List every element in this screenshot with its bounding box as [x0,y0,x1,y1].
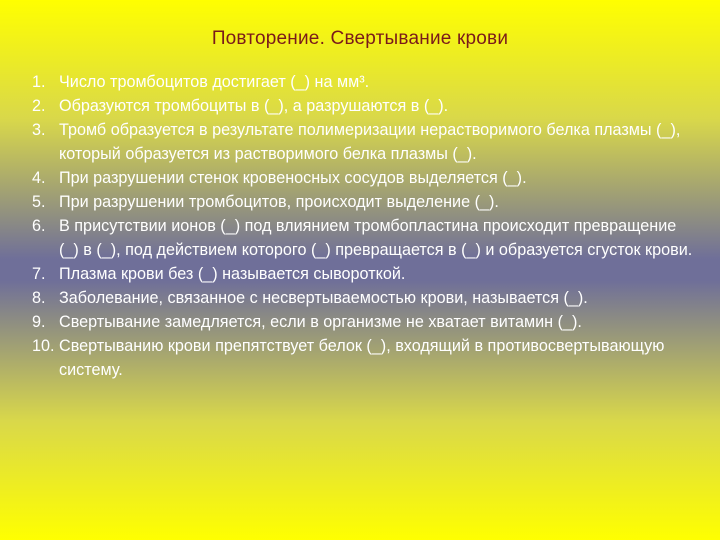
question-number: 10. [32,337,55,355]
question-item-6 [32,214,700,262]
question-item-2 [32,94,700,118]
question-text: Свертывание замедляется, если в организме не хватает витамин (_). [59,313,582,331]
question-item-3 [32,118,700,166]
question-number: 4. [32,169,46,187]
question-text: При разрушении стенок кровеносных сосудов выделяется (_). [59,169,527,187]
question-number: 5. [32,193,46,211]
question-text: Плазма крови без (_) называется сывороткой. [59,265,406,283]
question-text: Свертыванию крови препятствует белок (_), входящий в противосвертывающую систему. [59,337,665,379]
question-number: 2. [32,97,46,115]
question-number: 6. [32,217,46,235]
slide-title: Повторение. Свертывание крови [211,28,509,49]
question-number: 9. [32,313,46,331]
question-item-1 [32,70,700,94]
question-item-5 [32,190,700,214]
question-text: Число тромбоцитов достигает (_) на мм³. [59,73,370,91]
question-number: 3. [32,121,46,139]
question-item-10 [32,334,700,382]
question-text: Образуются тромбоциты в (_), а разрушаются в (_). [59,97,449,115]
question-item-7 [32,262,700,286]
question-item-4 [32,166,700,190]
question-item-8 [32,286,700,310]
question-text: При разрушении тромбоцитов, происходит выделение (_). [59,193,499,211]
question-number: 7. [32,265,46,283]
question-list [32,70,700,382]
question-number: 8. [32,289,46,307]
question-text: Заболевание, связанное с несвертываемостью крови, называется (_). [59,289,588,307]
question-text: Тромб образуется в результате полимеризации нерастворимого белка плазмы (_), который образуется из растворимого белка плазмы (_). [59,121,681,163]
question-number: 1. [32,73,46,91]
question-item-9 [32,310,700,334]
question-text: В присутствии ионов (_) под влиянием тромбопластина происходит превращение (_) в (_), под действием которого (_) превращается в (_) и образуется сгусток крови. [59,217,693,259]
